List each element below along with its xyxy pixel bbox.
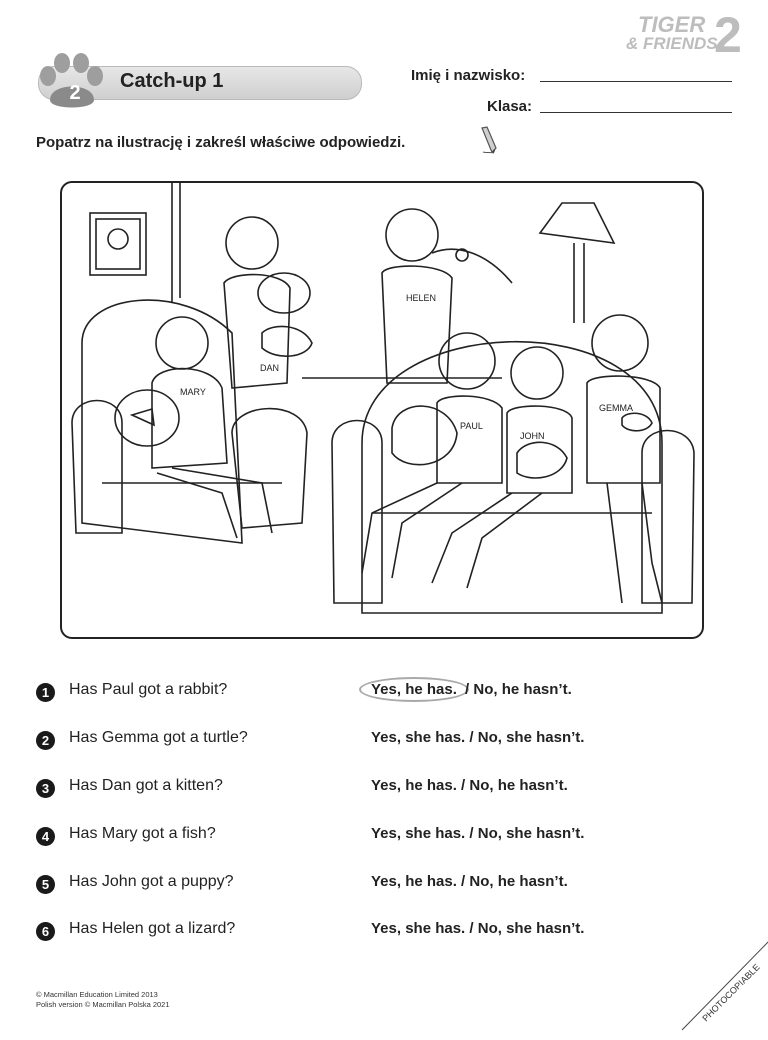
answer-separator: / [460, 681, 474, 698]
question-number: 1 [36, 683, 55, 702]
question-text: Has Paul got a rabbit? [69, 681, 228, 698]
page-title: Catch-up 1 [120, 70, 224, 92]
logo-line1: TIGER [638, 12, 706, 37]
answer-no[interactable]: No, she hasn’t. [477, 825, 585, 842]
class-label: Klasa: [487, 98, 533, 115]
name-label: Imię i nazwisko: [411, 67, 526, 84]
question-row-4 [36, 825, 736, 849]
question-row-6 [36, 920, 736, 944]
answer-no[interactable]: No, he hasn’t. [469, 873, 568, 890]
name-tag-paul: PAUL [460, 421, 483, 431]
answer-separator: / [465, 825, 478, 842]
question-row-2 [36, 729, 736, 753]
tiger-friends-logo [622, 7, 752, 63]
class-field[interactable] [540, 111, 732, 113]
question-text: Has Mary got a fish? [69, 825, 216, 842]
name-tag-helen: HELEN [406, 293, 437, 303]
answer-yes[interactable]: Yes, she has. [371, 825, 466, 842]
logo-line2: & FRIENDS [626, 34, 718, 53]
question-row-1 [36, 681, 736, 705]
question-number: 2 [36, 731, 55, 750]
question-row-5 [36, 873, 736, 897]
answer-no[interactable]: No, he hasn’t. [469, 777, 568, 794]
name-tag-john: JOHN [520, 431, 545, 441]
answer-yes[interactable]: Yes, he has. [371, 873, 457, 890]
copyright-line-2: Polish version © Macmillan Polska 2021 [36, 1000, 170, 1009]
answer-no[interactable]: No, she hasn’t. [477, 729, 585, 746]
question-number: 5 [36, 875, 55, 894]
question-number: 4 [36, 827, 55, 846]
name-tag-gemma: GEMMA [599, 403, 634, 413]
name-tag-mary: MARY [180, 387, 206, 397]
answer-options [371, 681, 572, 698]
question-text: Has Dan got a kitten? [69, 777, 223, 794]
logo-number: 2 [714, 7, 742, 63]
name-tag-dan: DAN [260, 363, 280, 373]
answer-yes[interactable]: Yes, she has. [371, 729, 466, 746]
answer-separator: / [456, 777, 470, 794]
answer-options [371, 777, 568, 794]
illustration-drawing [62, 183, 702, 637]
instruction-text: Popatrz na ilustrację i zakreśl właściwe odpowiedzi. [36, 134, 406, 151]
question-text: Has Gemma got a turtle? [69, 729, 248, 746]
answer-separator: / [465, 920, 478, 937]
question-text: Has John got a puppy? [69, 873, 234, 890]
answer-options [371, 920, 584, 937]
photocopiable-label: PHOTOCOPIABLE [700, 961, 762, 1024]
answer-yes-circled[interactable]: Yes, he has. [359, 677, 469, 702]
unit-number: 2 [69, 82, 81, 104]
answer-no[interactable]: No, he hasn’t. [473, 681, 572, 698]
family-room-illustration [60, 181, 704, 639]
name-field[interactable] [540, 80, 732, 82]
question-number: 6 [36, 922, 55, 941]
copyright-line-1: © Macmillan Education Limited 2013 [36, 990, 158, 999]
answer-options [371, 825, 584, 842]
copyright-footer [36, 990, 170, 1010]
question-row-3 [36, 777, 736, 801]
answer-separator: / [456, 873, 470, 890]
answer-separator: / [465, 729, 478, 746]
answer-yes[interactable]: Yes, he has. [371, 777, 457, 794]
question-text: Has Helen got a lizard? [69, 920, 236, 937]
answer-options [371, 729, 584, 746]
pencil-icon [478, 126, 500, 154]
answer-no[interactable]: No, she hasn’t. [477, 920, 585, 937]
answer-yes[interactable]: Yes, she has. [371, 920, 466, 937]
question-number: 3 [36, 779, 55, 798]
answer-options [371, 873, 568, 890]
